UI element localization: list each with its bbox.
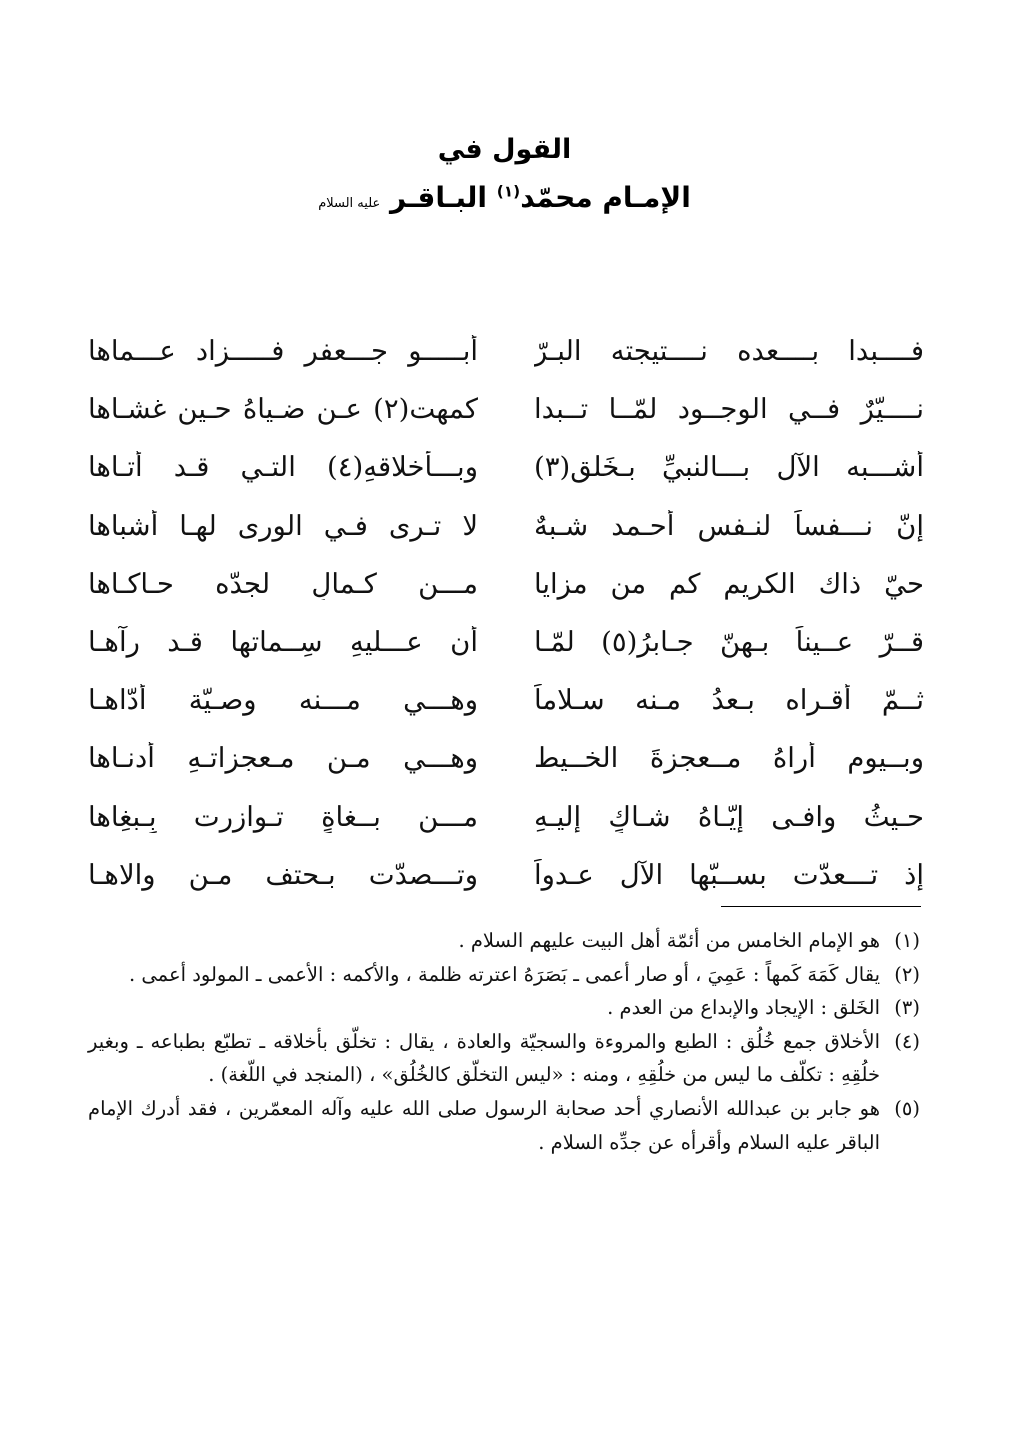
footnote bbox=[88, 1025, 920, 1092]
verse-second-hemistich: مـــن بــغاةٍ تـوازرت بِـبغِاها bbox=[88, 800, 478, 833]
poem-verse bbox=[88, 671, 924, 729]
footnote-text: هو الإمام الخامس من أئمّة أهل البيت عليهم السلام . bbox=[458, 929, 880, 952]
poem bbox=[88, 322, 924, 904]
footnote bbox=[88, 991, 920, 1025]
verse-first-hemistich: ثــمّ أقـراه بـعدُ مـنه سـلاماً bbox=[534, 684, 924, 717]
verse-first-hemistich: أشـــبه الآل بـــالنبيِّ بـخَلقٍ(٣) bbox=[534, 451, 924, 484]
poem-verse bbox=[88, 438, 924, 496]
verse-second-hemistich: أن عـــليهِ سِــماتها قـد رآهـا bbox=[88, 626, 478, 659]
footnote-number: (٥) bbox=[894, 1096, 920, 1120]
footnote-divider bbox=[721, 906, 921, 907]
poem-verse bbox=[88, 846, 924, 904]
verse-second-hemistich: أبـــــو جـــعفر فـــــزاد عـــماها bbox=[88, 335, 478, 368]
footnotes bbox=[88, 924, 920, 1159]
footnote-text: يقال كَمَهَ كَمهاً : عَمِيَ ، أو صار أعمى ـ بَصَرَهُ اعترته ظلمة ، والأكمه : الأعمى ـ المولود أعمى . bbox=[129, 962, 880, 986]
verse-first-hemistich: قــرّ عــيناً بـهنّ جـابرُ(٥) لمّـا bbox=[534, 626, 924, 659]
verse-first-hemistich: إنّ نـــفساً لنـفس أحـمد شـبهٌ bbox=[534, 509, 924, 542]
verse-first-hemistich: نــــيّرٌ فــي الوجــود لمّــا تــبدا bbox=[534, 393, 924, 426]
verse-second-hemistich: مـــن كـمالٍ لجدّه حـاكـاها bbox=[88, 567, 478, 600]
footnote bbox=[88, 924, 920, 958]
footnote bbox=[88, 1092, 920, 1159]
heading-honorific: عليه السلام bbox=[318, 196, 381, 211]
footnote-number: (١) bbox=[894, 929, 920, 952]
footnote-number: (٣) bbox=[894, 996, 920, 1020]
verse-first-hemistich: إذ تـــعدّت بســبّها الآل عـدواً bbox=[534, 858, 924, 891]
footnote bbox=[88, 958, 920, 992]
poem-verse bbox=[88, 380, 924, 438]
chapter-heading bbox=[0, 128, 1009, 230]
poem-verse bbox=[88, 729, 924, 787]
footnote-text: الأخلاق جمع خُلُق : الطبع والمروءة والسجيّة والعادة ، يقال : تخلّق بأخلاقه ـ تطبّع بطباعه ـ وبغير خلُقِهِ : تكلّف ما ليس من خلُقِهِ ، ومنه : «ليس التخلّق كالخُلُق» ، (المنجد في اللّغة) . bbox=[88, 1029, 880, 1087]
poem-verse bbox=[88, 788, 924, 846]
footnote-number: (٢) bbox=[894, 962, 920, 986]
verse-second-hemistich: كمهت(٢) عـن ضـياهُ حـين غشـاها bbox=[88, 393, 478, 426]
verse-first-hemistich: حـيثُ وافـى إيّـاهُ شـاكٍ إليـهِ bbox=[534, 800, 924, 833]
verse-second-hemistich: وبـــأخلاقهِ(٤) التـي قـد أتـاها bbox=[88, 451, 478, 484]
heading-line-1: القول في bbox=[437, 134, 572, 165]
footnote-number: (٤) bbox=[894, 1029, 920, 1053]
heading-imam-name: الإمـام محمّد bbox=[520, 181, 691, 214]
verse-second-hemistich: لا تـرى فـي الورى لهـا أشباها bbox=[88, 509, 478, 542]
footnote-text: الخَلق : الإيجاد والإبداع من العدم . bbox=[607, 996, 880, 1020]
heading-footnote-ref: (١) bbox=[496, 182, 521, 201]
heading-line-2 bbox=[0, 172, 1009, 230]
poem-verse bbox=[88, 322, 924, 380]
heading-title: البـاقـر bbox=[390, 181, 497, 214]
verse-first-hemistich: وبــيومٍ أراهُ مــعجزةَ الخــيط bbox=[534, 742, 924, 775]
poem-verse bbox=[88, 555, 924, 613]
verse-second-hemistich: وتـــصدّت بـحتف مـن والاهـا bbox=[88, 858, 478, 891]
footnote-text: هو جابر بن عبدالله الأنصاري أحد صحابة الرسول صلى الله عليه وآله المعمّرين ، فقد أدرك الإمام الباقر عليه السلام وأقرأه عن جدِّه السلام . bbox=[88, 1096, 880, 1154]
verse-first-hemistich: فــــبدا بــــعده نــــتيجته البـرّ bbox=[534, 335, 924, 368]
verse-second-hemistich: وهـــي مـن مـعجزاتـهِ أدنـاها bbox=[88, 742, 478, 775]
poem-verse bbox=[88, 497, 924, 555]
verse-second-hemistich: وهـــي مـــنه وصـيّة أدّاهـا bbox=[88, 684, 478, 717]
verse-first-hemistich: حيّ ذاك الكريم كم من مزايا bbox=[534, 567, 924, 600]
poem-verse bbox=[88, 613, 924, 671]
